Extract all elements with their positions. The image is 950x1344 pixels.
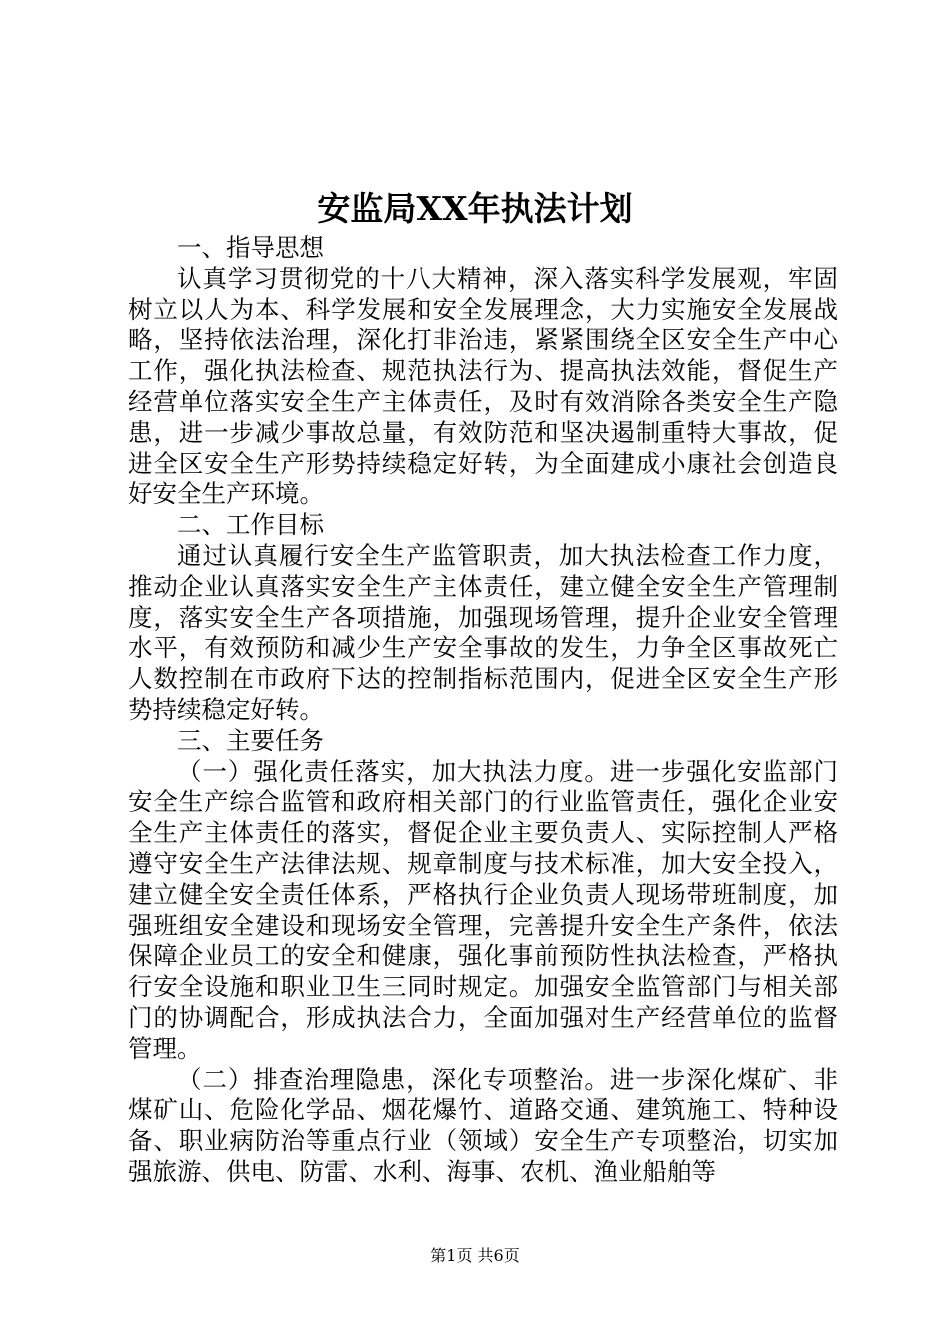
- document-title: 安监局XX年执法计划: [317, 189, 633, 228]
- section-heading-main-tasks: 三、主要任务: [177, 725, 324, 755]
- paragraph-guiding-ideology: 认真学习贯彻党的十八大精神，深入落实科学发展观，牢固树立以人为本、科学发展和安全发展理念，大力实施安全发展战略，坚持依法治理，深化打非治违，紧紧围绕全区安全生产中心工作，强化执法检查、规范执法行为、提高执法效能，督促生产经营单位落实安全生产主体责任，及时有效消除各类安全生产隐患，进一步减少事故总量，有效防范和坚决遏制重特大事故，促进全区安全生产形势持续稳定好转，为全面建成小康社会创造良好安全生产环境。: [128, 263, 838, 509]
- page-footer: 第1页 共6页: [430, 1246, 520, 1265]
- document-body: [128, 233, 838, 1188]
- section-heading-guiding-ideology: 一、指导思想: [177, 233, 324, 262]
- paragraph-task-one: （一）强化责任落实，加大执法力度。进一步强化安监部门安全生产综合监管和政府相关部门的行业监管责任，强化企业安全生产主体责任的落实，督促企业主要负责人、实际控制人严格遵守安全生产法律法规、规章制度与技术标准，加大安全投入，建立健全安全责任体系，严格执行企业负责人现场带班制度，加强班组安全建设和现场安全管理，完善提升安全生产条件，依法保障企业员工的安全和健康，强化事前预防性执法检查，严格执行安全设施和职业卫生三同时规定。加强安全监管部门与相关部门的协调配合，形成执法合力，全面加强对生产经营单位的监督管理。: [128, 756, 838, 1063]
- paragraph-work-goals: 通过认真履行安全生产监管职责，加大执法检查工作力度，推动企业认真落实安全生产主体责任，建立健全安全生产管理制度，落实安全生产各项措施，加强现场管理，提升企业安全管理水平，有效预防和减少生产安全事故的发生，力争全区事故死亡人数控制在市政府下达的控制指标范围内，促进全区安全生产形势持续稳定好转。: [128, 540, 838, 724]
- paragraph-task-two: （二）排查治理隐患，深化专项整治。进一步深化煤矿、非煤矿山、危险化学品、烟花爆竹、道路交通、建筑施工、特种设备、职业病防治等重点行业（领域）安全生产专项整治，切实加强旅游、供电、防雷、水利、海事、农机、渔业船舶等: [128, 1064, 838, 1186]
- section-heading-work-goals: 二、工作目标: [177, 510, 324, 540]
